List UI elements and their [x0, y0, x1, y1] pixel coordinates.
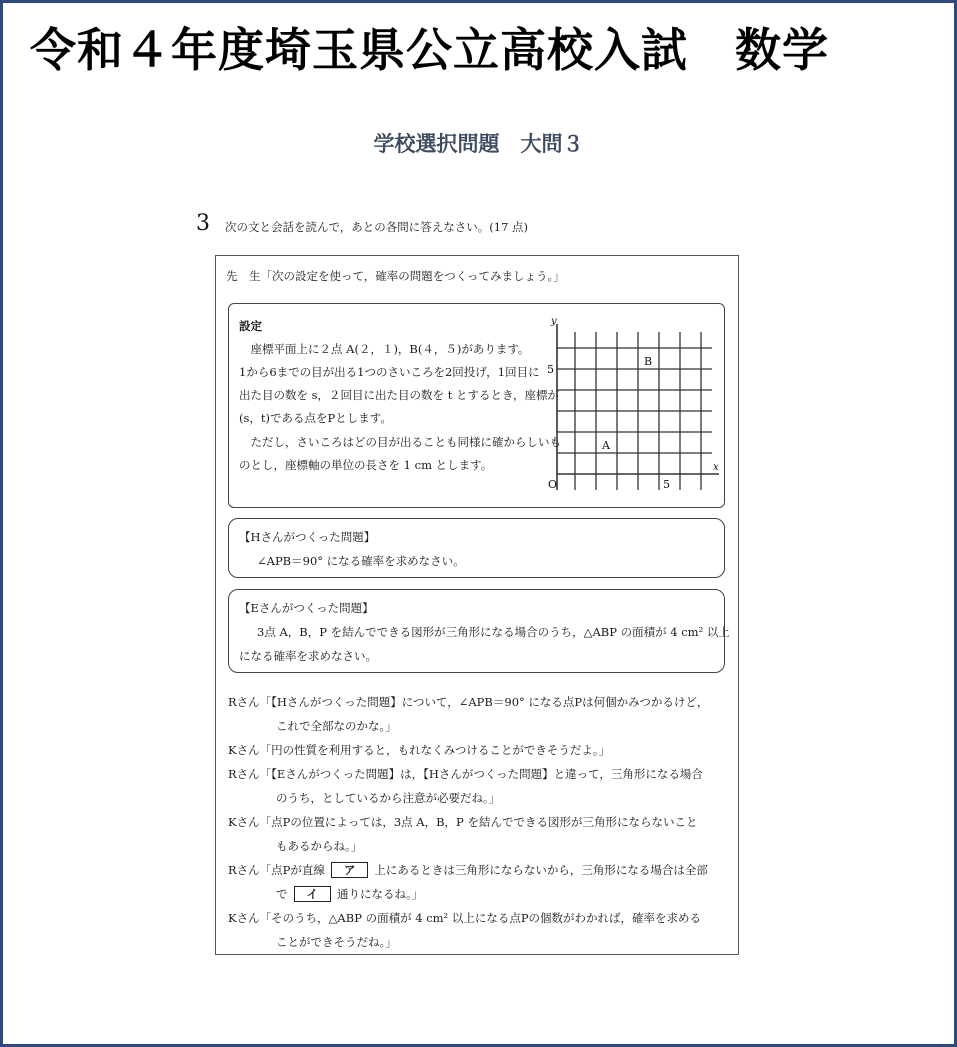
problem-document [215, 255, 739, 955]
dialogue-line: のうち，としているから注意が必要だね。」 [276, 791, 501, 805]
settings-line: 出た目の数を s，２回目に出た目の数を t とするとき，座標が [239, 388, 560, 402]
dialogue-line [276, 886, 423, 902]
dialogue-line: Rさん「【Hさんがつくった問題】について，∠APB＝90° になる点Pは何個かみつかるけど， [228, 695, 709, 709]
question-number: 3 [196, 211, 210, 236]
answer-box-i: イ [294, 886, 332, 902]
dialogue-text: 上にあるときは三角形にならないから，三角形になる場合は全部 [374, 863, 708, 877]
e-problem-body-line: 3点 A，B，P を結んでできる図形が三角形になる場合のうち，△ABP の面積が 4 cm² 以上 [257, 625, 730, 639]
answer-box-a: ア [331, 862, 369, 878]
dialogue-line: Kさん「そのうち，△ABP の面積が 4 cm² 以上になる点Pの個数がわかれば，確率を求める [228, 911, 702, 925]
teacher-line: 先 生「次の設定を使って，確率の問題をつくってみましょう。」 [226, 269, 565, 283]
dialogue-line: Kさん「円の性質を利用すると，もれなくみつけることができそうだよ。」 [228, 743, 611, 757]
e-problem-body-line: になる確率を求めなさい。 [239, 649, 377, 663]
settings-line: ただし，さいころはどの目が出ることも同様に確からしいも [239, 435, 561, 449]
settings-line: 座標平面上に２点 A(２，１)，B(４，５)があります。 [239, 342, 530, 356]
settings-line: のとし，座標軸の単位の長さを 1 cm とします。 [239, 458, 493, 472]
coordinate-grid [547, 312, 722, 502]
page-subtitle: 学校選択問題 大問３ [373, 132, 584, 156]
dialogue-text: Rさん「点Pが直線 [228, 863, 325, 877]
dialogue-line: もあるからね。」 [276, 839, 363, 853]
dialogue-line: これで全部なのかな。」 [276, 719, 397, 733]
e-problem-box [228, 589, 730, 673]
dialogue-text: で [276, 887, 288, 901]
x-axis-label: x [713, 462, 719, 473]
settings-heading: 設定 [239, 319, 262, 333]
e-problem-title: 【Eさんがつくった問題】 [239, 601, 374, 615]
y-axis-label: y [551, 316, 557, 327]
settings-box [228, 303, 725, 508]
point-b-label: B [644, 355, 653, 368]
x-tick-label: 5 [663, 478, 670, 491]
dialogue-line [228, 862, 708, 878]
y-tick-label: 5 [547, 363, 554, 376]
settings-line: 1から6までの目が出る1つのさいころを2回投げ，1回目に [239, 365, 540, 379]
h-problem-body: ∠APB＝90° になる確率を求めなさい。 [257, 554, 465, 568]
dialogue-line: Kさん「点Pの位置によっては，3点 A，B，P を結んでできる図形が三角形にならないこと [228, 815, 698, 829]
origin-label: O [548, 478, 558, 491]
h-problem-title: 【Hさんがつくった問題】 [239, 530, 376, 544]
question-instruction: 次の文と会話を読んで，あとの各問に答えなさい。(17 点) [225, 220, 529, 234]
dialogue-line: ことができそうだね。」 [276, 935, 397, 949]
point-a-label: A [602, 439, 610, 452]
dialogue-text: 通りになるね。」 [337, 887, 424, 901]
h-problem-box [228, 518, 725, 578]
page-title: 令和４年度埼玉県公立高校入試 数学 [30, 23, 829, 77]
dialogue-line: Rさん「【Eさんがつくった問題】は，【Hさんがつくった問題】と違って，三角形になる場合 [228, 767, 703, 781]
settings-line: (s，t)である点をPとします。 [239, 411, 392, 425]
